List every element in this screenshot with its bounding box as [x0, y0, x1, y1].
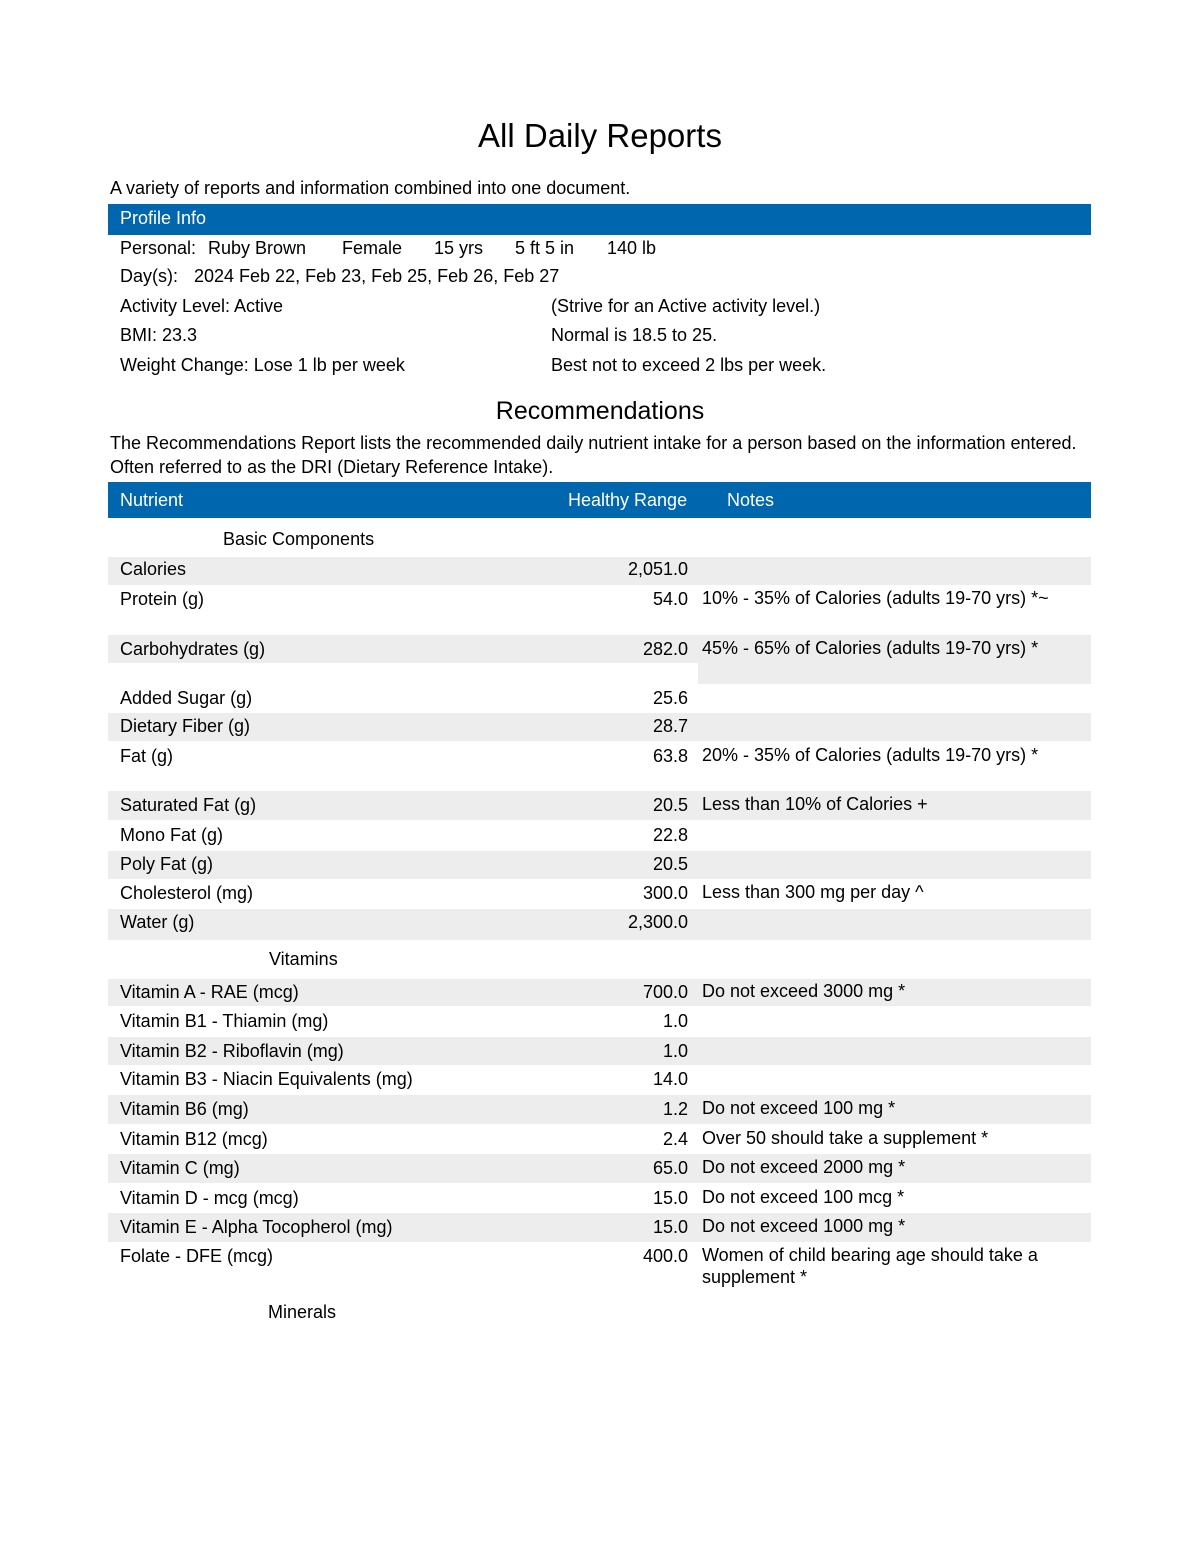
nutrient-note: Less than 300 mg per day ^ [702, 882, 924, 902]
nutrient-name: Added Sugar (g) [120, 688, 253, 708]
nutrient-value: 1.0 [662, 1041, 688, 1061]
profile-header: Profile Info [108, 204, 1091, 235]
nutrient-value: 1.2 [662, 1099, 688, 1119]
nutrient-value: 2.4 [662, 1129, 688, 1149]
nutrient-name: Folate - DFE (mcg) [120, 1246, 274, 1266]
nutrient-name: Calories [120, 559, 187, 579]
activity-note: (Strive for an Active activity level.) [551, 296, 821, 316]
row-shading [698, 663, 1091, 684]
profile-weight: 140 lb [607, 238, 657, 258]
group-minerals: Minerals [268, 1302, 337, 1322]
bmi-value: BMI: 23.3 [120, 325, 198, 345]
nutrient-note: Do not exceed 100 mcg * [702, 1187, 905, 1207]
nutrient-value: 20.5 [652, 795, 688, 815]
nutrient-name: Vitamin B6 (mg) [120, 1099, 249, 1119]
nutrient-value: 1.0 [662, 1011, 688, 1031]
intro-text: A variety of reports and information combined into one document. [110, 178, 631, 198]
profile-days: 2024 Feb 22, Feb 23, Feb 25, Feb 26, Feb 27 [194, 266, 560, 286]
row-shading [108, 713, 1091, 741]
nutrient-note: Do not exceed 100 mg * [702, 1098, 896, 1118]
nutrient-value: 15.0 [652, 1217, 688, 1237]
row-shading [108, 851, 1091, 879]
nutrient-name: Vitamin B2 - Riboflavin (mg) [120, 1041, 344, 1061]
personal-label: Personal: [120, 238, 197, 258]
nutrient-name: Carbohydrates (g) [120, 639, 266, 659]
row-shading [108, 557, 1091, 585]
nutrient-name: Vitamin A - RAE (mcg) [120, 982, 299, 1002]
header-nutrient: Nutrient [120, 490, 184, 510]
nutrient-note: Women of child bearing age should take a supplement * [702, 1245, 1038, 1287]
nutrient-note: Do not exceed 3000 mg * [702, 981, 906, 1001]
nutrient-name: Protein (g) [120, 589, 205, 609]
nutrient-name: Mono Fat (g) [120, 825, 224, 845]
recommendations-description: The Recommendations Report lists the recommended daily nutrient intake for a person based on the information entered. Often referred to as the DRI (Dietary Reference Intake). [110, 433, 1077, 477]
nutrient-value: 300.0 [642, 883, 688, 903]
nutrient-name: Vitamin D - mcg (mcg) [120, 1188, 299, 1208]
nutrient-name: Vitamin B3 - Niacin Equivalents (mg) [120, 1069, 413, 1089]
profile-sex: Female [342, 238, 403, 258]
nutrient-value: 14.0 [652, 1069, 688, 1089]
nutrient-value: 15.0 [652, 1188, 688, 1208]
profile-height: 5 ft 5 in [515, 238, 575, 258]
row-shading [108, 1095, 1091, 1124]
nutrient-name: Water (g) [120, 912, 195, 932]
nutrient-name: Vitamin B1 - Thiamin (mg) [120, 1011, 329, 1031]
nutrient-value: 2,300.0 [627, 912, 688, 932]
nutrient-value: 20.5 [652, 854, 688, 874]
nutrient-note: Do not exceed 2000 mg * [702, 1157, 906, 1177]
nutrient-value: 28.7 [652, 716, 688, 736]
recommendations-title: Recommendations [495, 397, 705, 425]
nutrient-name: Fat (g) [120, 746, 174, 766]
nutrient-value: 65.0 [652, 1158, 688, 1178]
group-basic-components: Basic Components [223, 529, 375, 549]
nutrient-name: Saturated Fat (g) [120, 795, 257, 815]
bmi-note: Normal is 18.5 to 25. [551, 325, 718, 345]
nutrient-table-header [108, 482, 1091, 518]
nutrient-note: Do not exceed 1000 mg * [702, 1216, 906, 1236]
nutrient-value: 2,051.0 [627, 559, 688, 579]
nutrient-name: Vitamin B12 (mcg) [120, 1129, 268, 1149]
page-title: All Daily Reports [478, 117, 722, 154]
nutrient-note: Over 50 should take a supplement * [702, 1128, 989, 1148]
group-vitamins: Vitamins [269, 949, 338, 969]
nutrient-name: Dietary Fiber (g) [120, 716, 251, 736]
header-notes: Notes [727, 490, 775, 510]
nutrient-value: 22.8 [652, 825, 688, 845]
profile-name: Ruby Brown [208, 238, 307, 258]
nutrient-name: Poly Fat (g) [120, 854, 214, 874]
nutrient-note: 45% - 65% of Calories (adults 19-70 yrs) * [702, 638, 1039, 658]
nutrient-value: 400.0 [642, 1246, 688, 1266]
days-label: Day(s): [120, 266, 178, 286]
row-shading [108, 1154, 1091, 1183]
nutrient-value: 700.0 [642, 982, 688, 1002]
nutrient-name: Vitamin E - Alpha Tocopherol (mg) [120, 1217, 393, 1237]
weight-change: Weight Change: Lose 1 lb per week [120, 355, 405, 375]
nutrient-name: Vitamin C (mg) [120, 1158, 240, 1178]
nutrient-value: 63.8 [652, 746, 688, 766]
nutrient-note: Less than 10% of Calories + [702, 794, 928, 814]
nutrient-value: 282.0 [642, 639, 688, 659]
nutrient-note: 20% - 35% of Calories (adults 19-70 yrs) * [702, 745, 1039, 765]
nutrient-name: Cholesterol (mg) [120, 883, 254, 903]
activity-level: Activity Level: Active [120, 296, 284, 316]
row-shading [108, 909, 1091, 940]
profile-age: 15 yrs [434, 238, 484, 258]
nutrient-value: 54.0 [652, 589, 688, 609]
header-healthy-range: Healthy Range [568, 490, 688, 510]
nutrient-value: 25.6 [652, 688, 688, 708]
weight-change-note: Best not to exceed 2 lbs per week. [551, 355, 827, 375]
nutrient-note: 10% - 35% of Calories (adults 19-70 yrs) *~ [702, 588, 1049, 608]
